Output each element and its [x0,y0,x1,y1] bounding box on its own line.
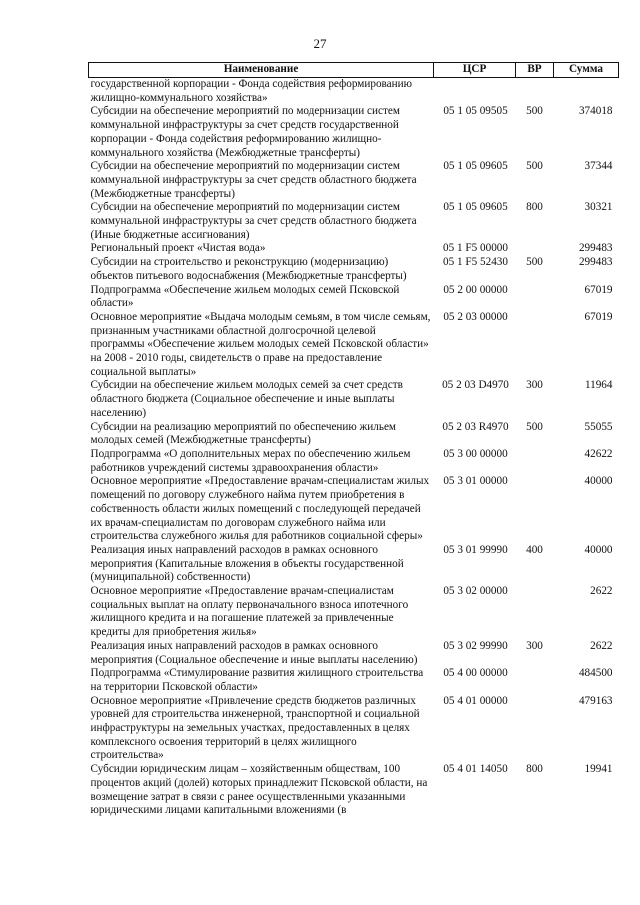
row-sum: 42622 [584,447,613,460]
row-sum: 299483 [578,256,613,269]
row-vr: 800 [526,763,543,776]
table-row [89,640,619,667]
row-name: Субсидии на обеспечение жильем молодых семей за счет средств областного бюджета (Социальное обеспечение и иные выплаты населению) [90,379,403,419]
row-csr: 05 4 01 00000 [443,694,508,707]
row-csr: 05 3 02 99990 [443,639,508,652]
table-row [89,311,619,380]
row-name: Субсидии на реализацию мероприятий по обеспечению жильем молодых семей (Межбюджетные трансферты) [90,420,397,447]
row-sum: 2622 [590,639,613,652]
table-row [89,256,619,283]
row-vr [516,695,554,764]
row-sum: 37344 [584,160,613,173]
table-row [89,695,619,764]
table-row [89,105,619,160]
row-name: Подпрограмма «Стимулирование развития жилищного строительства на территории Псковской области» [90,667,424,693]
row-sum: 484500 [578,667,613,680]
row-name: Основное мероприятие «Привлечение средств бюджетов различных уровней для строительства инженерной, транспортной и социальной инфраструктуры на земельных участках, предоставленных в целях комплексного освоения территорий в целях жилищного строительства» [90,694,420,762]
row-csr: 05 3 00 00000 [443,447,508,460]
row-sum [554,78,619,106]
row-vr [516,311,554,380]
row-name: Подпрограмма «Обеспечение жильем молодых семей Псковской области» [90,283,400,310]
table-row [89,242,619,256]
row-csr: 05 2 03 D4970 [442,379,509,392]
row-name: Реализация иных направлений расходов в рамках основного мероприятия (Капитальные вложения в объекты государственной (муниципальной) собственности) [90,543,404,584]
table-body [89,78,619,818]
row-name: Основное мероприятие «Выдача молодым семьям, в том числе семьям, признанным участниками областной долгосрочной целевой программы «Обеспечение жильем молодых семей Псковской области» на 2008 - 2010 годы, свидетельств о праве на предоставление социальной выплаты» [90,310,431,378]
header-name: Наименование [89,63,434,78]
row-vr: 500 [526,256,543,269]
table-row [89,585,619,640]
row-csr: 05 3 01 00000 [443,475,508,488]
table-row [89,667,619,694]
row-sum: 30321 [584,201,613,214]
row-name: государственной корпорации - Фонда содействия реформированию жилищно-коммунального хозяйства» [90,78,412,104]
row-sum: 374018 [578,105,613,118]
row-name: Региональный проект «Чистая вода» [90,242,266,255]
row-vr [516,585,554,640]
row-name: Субсидии на строительство и реконструкцию (модернизацию) объектов питьевого водоснабжения (Межбюджетные трансферты) [90,256,407,282]
row-vr [516,78,554,106]
row-vr: 800 [526,201,543,214]
row-name: Подпрограмма «О дополнительных мерах по обеспечению жильем работников учреждений системы здравоохранения области» [90,447,411,474]
row-sum: 67019 [584,310,613,323]
row-name: Субсидии на обеспечение мероприятий по модернизации систем коммунальной инфраструктуры за счет средств государственной корпорации - Фонда содействия реформированию жилищно-коммунального хозяйства (Межбюджетные трансферты) [90,105,400,159]
row-vr: 400 [526,543,543,556]
row-name: Субсидии на обеспечение мероприятий по модернизации систем коммунальной инфраструктуры за счет средств областного бюджета (Иные бюджетные ассигнования) [90,201,417,241]
header-csr: ЦСР [434,63,516,78]
row-name: Субсидии на обеспечение мероприятий по модернизации систем коммунальной инфраструктуры за счет средств областного бюджета (Межбюджетные трансферты) [90,160,417,200]
row-csr: 05 1 F5 00000 [443,242,508,255]
row-csr: 05 1 05 09505 [443,105,508,118]
row-csr: 05 1 05 09605 [443,160,508,173]
row-sum: 40000 [584,475,613,488]
row-csr: 05 1 05 09605 [443,201,508,214]
row-vr [516,448,554,475]
header-vr: ВР [516,63,554,78]
row-vr: 500 [526,420,543,433]
row-vr [516,667,554,694]
row-csr: 05 3 02 00000 [443,585,508,598]
table-row [89,544,619,585]
table-row [89,421,619,448]
row-csr: 05 2 00 00000 [443,283,508,296]
row-vr: 300 [526,639,543,652]
row-sum: 40000 [584,543,613,556]
row-vr [516,242,554,256]
row-sum: 11964 [584,379,613,392]
row-sum: 479163 [578,694,613,707]
row-sum: 299483 [578,242,613,255]
table-row [89,78,619,106]
row-name: Реализация иных направлений расходов в рамках основного мероприятия (Социальное обеспечение и иные выплаты населению) [90,639,418,666]
row-vr: 300 [526,379,543,392]
table-row [89,160,619,201]
row-sum: 67019 [584,283,613,296]
row-sum: 2622 [590,585,613,598]
row-vr [516,475,554,544]
table-row [89,284,619,311]
row-sum: 19941 [584,763,613,776]
table-row [89,763,619,818]
table-header [89,63,619,78]
header-sum: Сумма [554,63,619,78]
row-name: Основное мероприятие «Предоставление врачам-специалистам жилых помещений по договору служебного найма путем приобретения в собственность области жилых помещений с последующей передачей их врачам-специалистам по договорам служебного найма или строительства служебного жилья для работников социальной сферы» [90,475,430,543]
row-csr: 05 4 01 14050 [443,763,508,776]
row-sum: 55055 [584,420,613,433]
row-csr: 05 1 F5 52430 [443,256,508,269]
row-csr: 05 2 03 R4970 [442,420,509,433]
page-number: 27 [313,36,327,51]
row-name: Основное мероприятие «Предоставление врачам-специалистам социальных выплат на оплату первоначального взноса ипотечного жилищного кредита и на погашение платежей за привлеченные кредиты для приобретения жилья» [90,585,409,639]
row-vr [516,284,554,311]
row-csr [434,78,516,106]
table-row [89,201,619,242]
budget-table [88,62,619,818]
row-csr: 05 2 03 00000 [443,310,508,323]
row-csr: 05 4 00 00000 [443,667,508,680]
row-vr: 500 [526,160,543,173]
table-row [89,475,619,544]
row-vr: 500 [526,105,543,118]
row-csr: 05 3 01 99990 [443,543,508,556]
table-row [89,379,619,420]
table-row [89,448,619,475]
row-name: Субсидии юридическим лицам – хозяйственным обществам, 100 процентов акций (долей) которых принадлежит Псковской области, на возмещение затрат в связи с ранее осуществленными указанными юридическими лицами капитальными вложениями (в [90,763,428,817]
